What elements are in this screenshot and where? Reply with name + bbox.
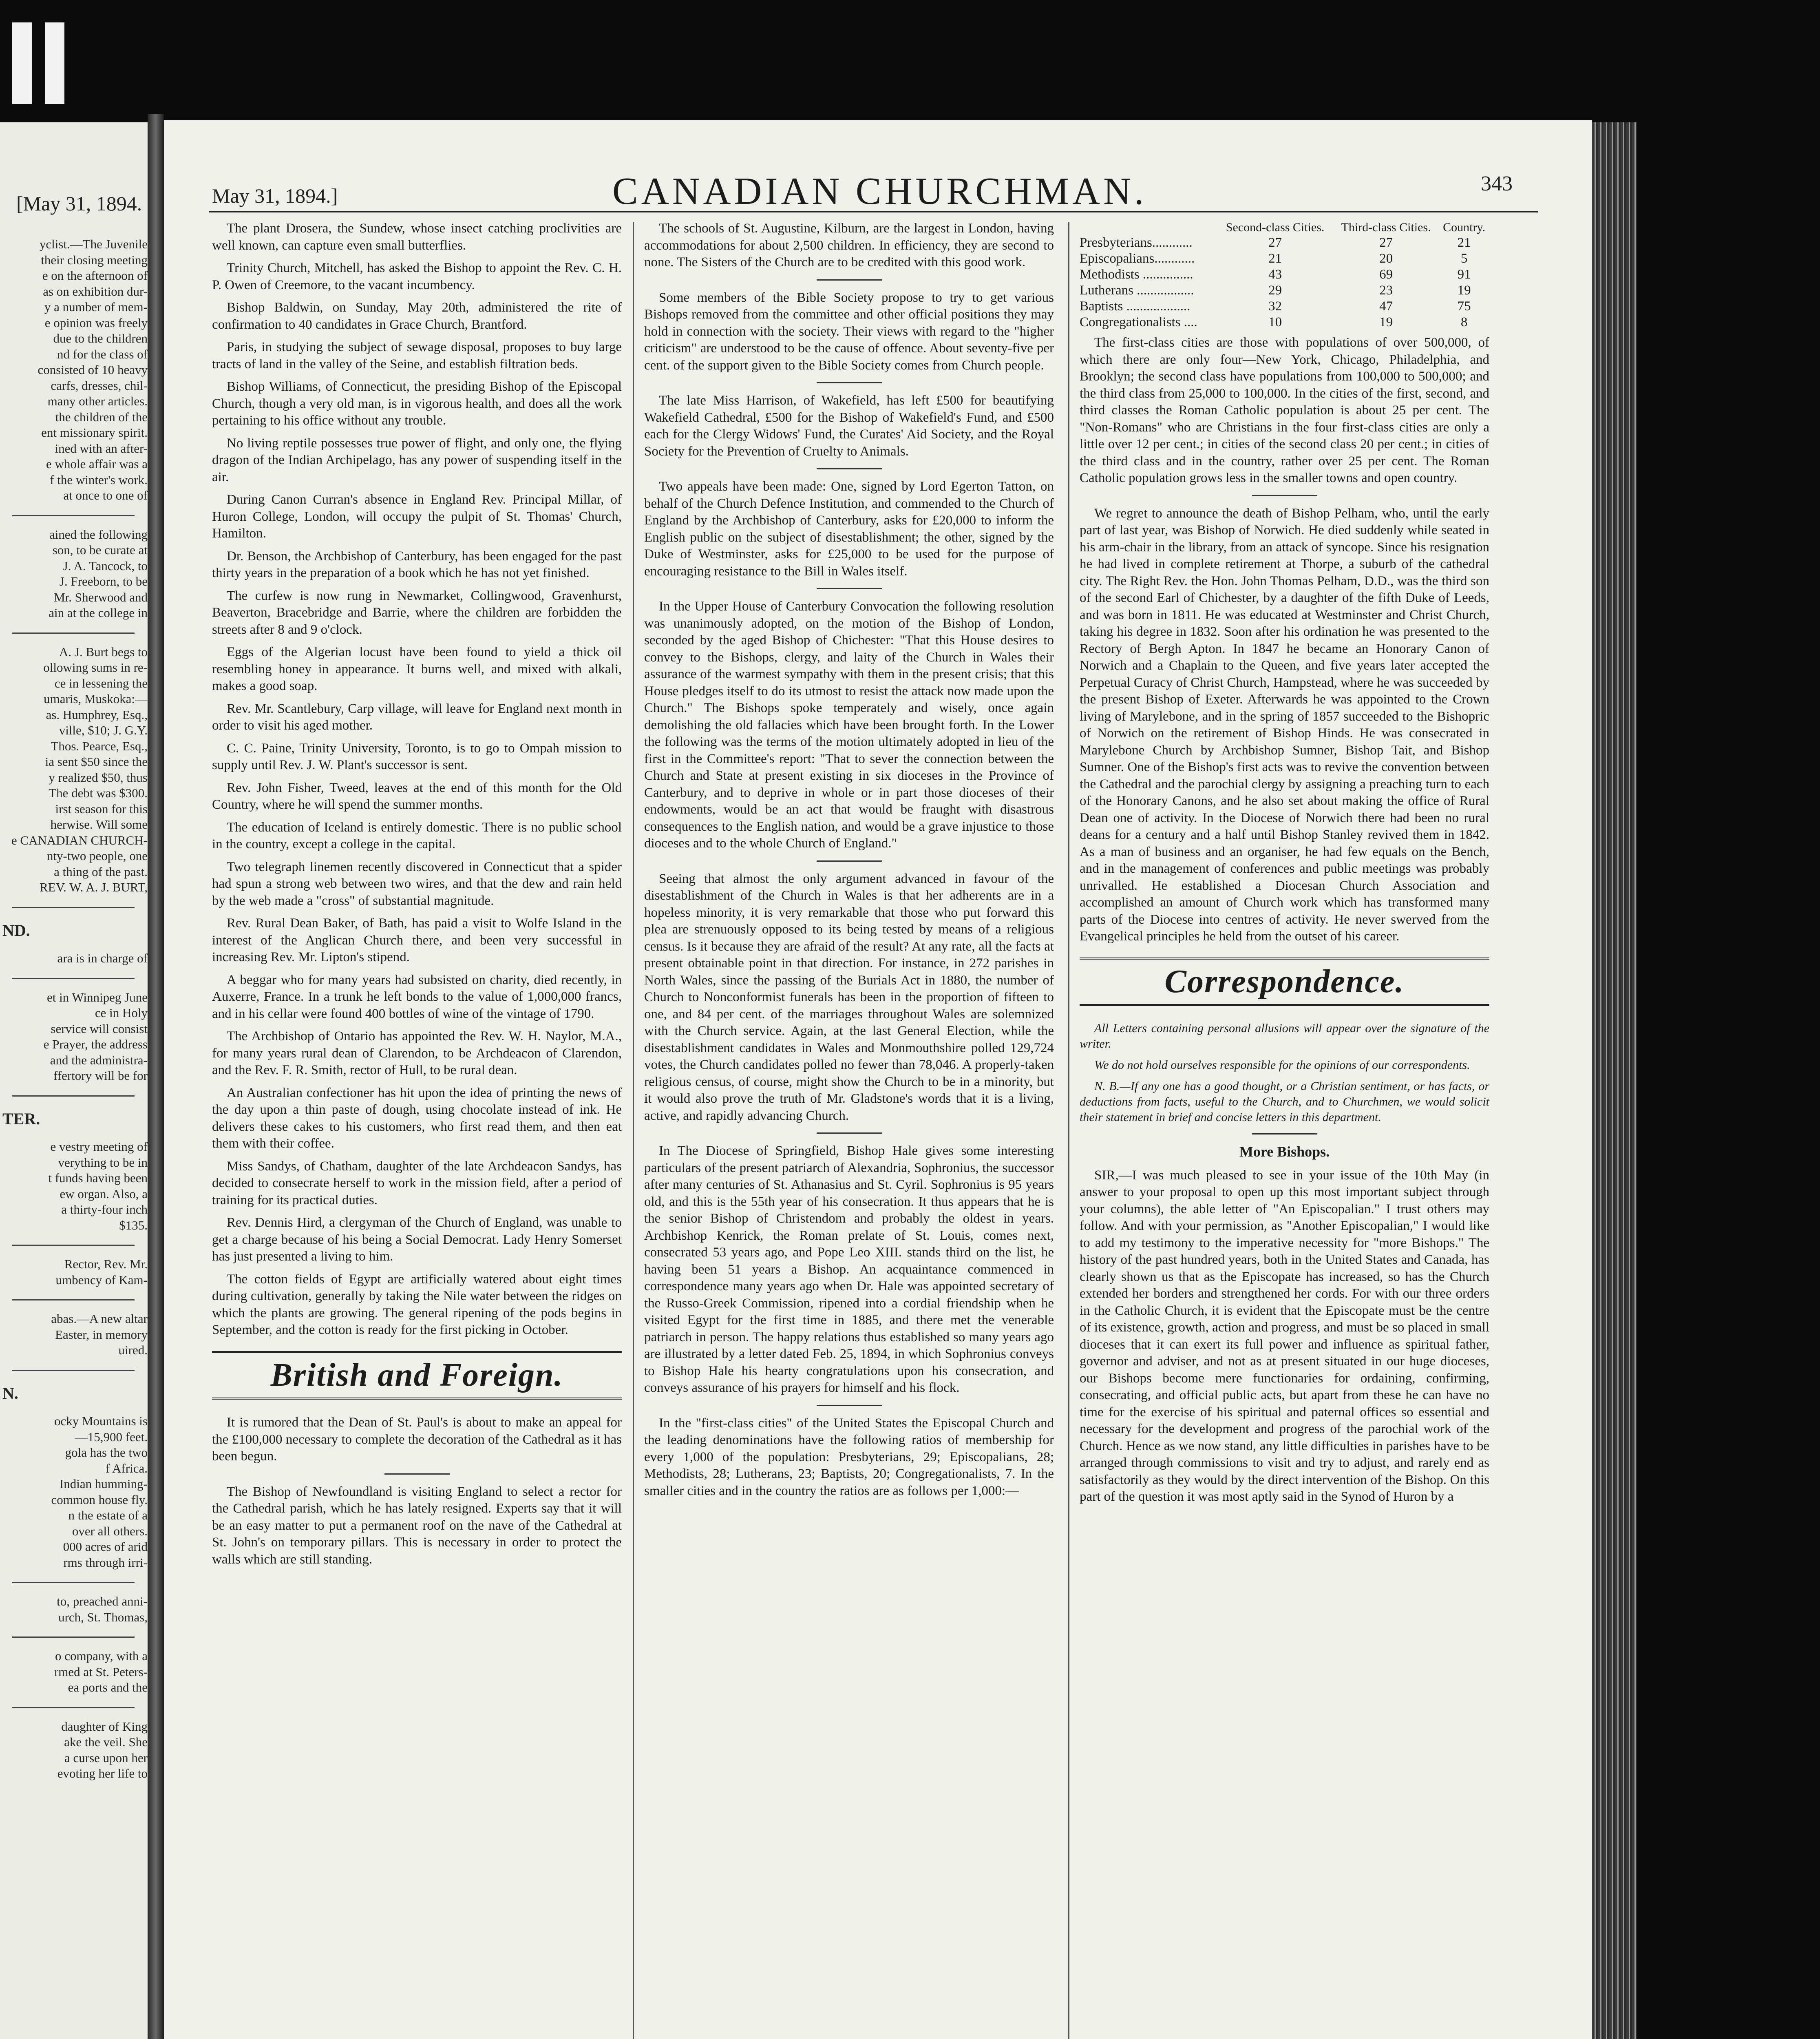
left-text-line: umaris, Muskoka:— — [44, 692, 148, 706]
left-text-line: Indian humming- — [59, 1477, 148, 1491]
film-marker-top-1 — [12, 22, 32, 104]
ratio-cell: 21 — [1457, 235, 1471, 250]
ratio-cell: 43 — [1268, 267, 1282, 282]
left-heading: N. — [2, 1384, 18, 1402]
article-paragraph: Some members of the Bible Society propose to try to get various Bishops removed from the committee and other official positions they may hold in connection with the society. Their views with regard to the "higher criticism" are understood to be the cause of offence. About seventy-five per cent. of the support given to the Bible Society comes from Church people. — [644, 290, 1054, 373]
column-1 — [212, 220, 622, 1574]
left-text-line: f Africa. — [105, 1461, 148, 1475]
left-text-line: f the winter's work. — [50, 472, 148, 487]
section-heading-british-foreign: British and Foreign. — [212, 1351, 622, 1400]
table-header-cell: Third-class Cities. — [1341, 221, 1431, 234]
left-text-line: y realized $50, thus — [49, 770, 148, 785]
column-divider — [1068, 222, 1069, 2039]
news-item: Miss Sandys, of Chatham, daughter of the late Archdeacon Sandys, has decided to consecrate herself to work in the mission field, after a period of training for its practical duties. — [212, 1159, 622, 1207]
left-text-line: their closing meeting — [41, 252, 148, 267]
section-heading-correspondence: Correspondence. — [1080, 958, 1489, 1006]
divider — [12, 1637, 135, 1638]
header-date: May 31, 1894.] — [212, 184, 338, 207]
divider — [12, 1707, 135, 1708]
left-text-line: ent missionary spirit. — [41, 425, 148, 440]
divider — [12, 515, 135, 516]
news-item: No living reptile possesses true power of flight, and only one, the flying dragon of the Indian Archipelago, has any power of suspending itself in the air. — [212, 436, 622, 484]
left-text-line: daughter of King — [61, 1719, 148, 1734]
left-text-line: Thos. Pearce, Esq., — [51, 739, 148, 753]
divider — [12, 632, 135, 634]
left-text-line: o company, with a — [55, 1649, 148, 1663]
table-row — [1080, 235, 1489, 251]
left-heading: ND. — [2, 921, 30, 940]
left-text-line: ea ports and the — [68, 1680, 148, 1694]
left-text-line: as on exhibition dur- — [43, 284, 148, 299]
left-text-line: gola has the two — [65, 1445, 148, 1460]
article-paragraph: The late Miss Harrison, of Wakefield, has left £500 for beautifying Wakefield Cathedral, £500 for the Bishop of Wakefield's Fund, and £500 each for the Clergy Widows' Fund, the Curates' Aid Society, and the Royal Society for the Prevention of Cruelty to Animals. — [644, 393, 1054, 459]
table-row — [1080, 283, 1489, 299]
left-text-line: y a number of mem- — [44, 300, 148, 314]
left-text-line: many other articles. — [47, 394, 148, 408]
article-paragraph: In The Diocese of Springfield, Bishop Hale gives some interesting particulars of the present patriarch of Alexandria, Sophronius, the successor after many centuries of St. Athanasius and St. Cyril. Sophronius is 95 years old, and this is the 55th year of his consecration. It thus appears that he is the senior Bishop of Christendom and probably the oldest in years. Archbishop Kenrick, the Roman prelate of St. Louis, comes next, consecrated 53 years ago, and Pope Leo XIII. stands third on the list, he having been 51 years a Bishop. An acquaintance commenced in correspondence many years ago when Dr. Hale was appointed secretary of the Russo-Greek Commission, ripened into a cordial friendship when he visited Egypt for the first time in 1885, and there met the venerable patriarch in person. The happy relations thus established so many years ago are illustrated by a letter dated Feb. 25, 1894, in which Sophronius conveys to Bishop Hale his hearty congratulations upon his consecration, and conveys assurance of his prayers for himself and his flock. — [644, 1143, 1054, 1395]
left-text-line: Easter, in memory — [55, 1327, 148, 1342]
news-item: The cotton fields of Egypt are artificially watered about eight times during cultivation, generally by taking the Nile water between the ridges on which the plants are growing. The general ripening of the pods begins in September, and the cotton is ready for the first picking in October. — [212, 1272, 622, 1337]
news-item: Dr. Benson, the Archbishop of Canterbury, has been engaged for the past thirty years in the preparation of a book which he has not yet finished. — [212, 548, 622, 580]
editorial-notice: All Letters containing personal allusions will appear over the signature of the writer. — [1080, 1022, 1489, 1050]
ratio-cell: 8 — [1460, 315, 1468, 330]
left-text-line: ollowing sums in re- — [43, 660, 148, 675]
column-2 — [644, 220, 1054, 1505]
news-item: An Australian confectioner has hit upon the idea of printing the news of the day upon a thin paste of dough, using chocolate instead of ink. He delivers these cakes to his customers, who first read them, and then eat them with their coffee. — [212, 1085, 622, 1151]
column-divider — [633, 222, 634, 2039]
left-text-line: over all others. — [72, 1524, 148, 1538]
left-text-line: yclist.—The Juvenile — [39, 237, 148, 251]
separator — [1252, 495, 1317, 496]
left-text-line: —15,900 feet. — [75, 1429, 148, 1444]
left-text-line: nd for the class of — [57, 347, 148, 361]
left-text-line: t funds having been — [48, 1171, 148, 1185]
ratio-cell: 91 — [1457, 267, 1471, 282]
left-text-line: J. Freeborn, to be — [59, 574, 148, 588]
left-text-line: and the administra- — [50, 1053, 148, 1067]
news-item: Trinity Church, Mitchell, has asked the Bishop to appoint the Rev. C. H. P. Owen of Creemore, to the vacant incumbency. — [212, 261, 622, 292]
news-item: The education of Iceland is entirely domestic. There is no public school in the country, except a college in the capital. — [212, 820, 622, 851]
left-text-line: evoting her life to — [57, 1766, 148, 1780]
left-text-line: at once to one of — [63, 488, 148, 502]
left-text-line: the children of the — [55, 409, 148, 424]
separator — [817, 1132, 882, 1134]
ratio-cell: 21 — [1268, 251, 1282, 266]
ratio-cell: 27 — [1268, 235, 1282, 250]
denomination-cell: Baptists ................... — [1080, 299, 1191, 314]
divider — [12, 1370, 135, 1371]
ratio-cell: 5 — [1460, 251, 1468, 266]
ratio-cell: 27 — [1379, 235, 1393, 250]
news-item: Bishop Baldwin, on Sunday, May 20th, administered the rite of confirmation to 40 candidates in Grace Church, Brantford. — [212, 300, 622, 332]
left-text-line: ce in lessening the — [54, 676, 148, 690]
left-text-line: common house fly. — [51, 1492, 148, 1507]
left-text-line: to, preached anni- — [57, 1594, 148, 1608]
left-text-line: uired. — [118, 1343, 148, 1357]
left-text-line: consisted of 10 heavy — [38, 363, 148, 377]
left-text-line: J. A. Tancock, to — [63, 558, 148, 573]
left-text-line: ew organ. Also, a — [60, 1186, 148, 1201]
table-row — [1080, 299, 1489, 314]
news-item: A beggar who for many years had subsisted on charity, died recently, in Auxerre, France. In a trunk he left bonds to the value of 1,000,000 francs, and in his cellar were found 400 bottles of wine of the vintage of 1790. — [212, 972, 622, 1021]
table-header-cell: Country. — [1443, 221, 1486, 234]
page-stack-edge — [1592, 122, 1637, 2039]
newspaper-page — [164, 120, 1592, 2039]
left-text-line: urch, St. Thomas, — [58, 1610, 148, 1624]
ratio-cell: 19 — [1457, 283, 1471, 298]
table-header-cell: Second-class Cities. — [1226, 221, 1325, 234]
left-text-line: a curse upon her — [64, 1750, 148, 1765]
news-item: Rev. Mr. Scantlebury, Carp village, will leave for England next month in order to visit his aged mother. — [212, 701, 622, 733]
denomination-cell: Lutherans ................. — [1080, 283, 1194, 298]
left-text-line: a thirty-four inch — [61, 1202, 148, 1216]
left-text-line: e opinion was freely — [44, 315, 148, 330]
separator — [1252, 1133, 1317, 1134]
left-text-line: ce in Holy — [95, 1006, 148, 1020]
left-heading: TER. — [2, 1109, 40, 1128]
page-number: 343 — [1481, 172, 1513, 195]
news-item: Rev. John Fisher, Tweed, leaves at the end of this month for the Old Country, where he will spend the summer months. — [212, 780, 622, 812]
left-text-line: e vestry meeting of — [50, 1139, 148, 1154]
denomination-cell: Presbyterians............ — [1080, 235, 1193, 250]
news-item: Paris, in studying the subject of sewage disposal, proposes to buy large tracts of land in the valley of the Seine, and establish filtration beds. — [212, 340, 622, 372]
ratio-cell: 29 — [1268, 283, 1282, 298]
news-item: The Archbishop of Ontario has appointed the Rev. W. H. Naylor, M.A., for many years rural dean of Clarendon, to be Archdeacon of Clarendon, and the Rev. F. R. Smith, rector of Hull, to be rural dean. — [212, 1029, 622, 1077]
left-text-line: ake the veil. She — [64, 1735, 148, 1749]
news-item: The curfew is now rung in Newmarket, Collingwood, Gravenhurst, Beaverton, Bracebridge and Barrie, where the children are forbidden the streets after 8 and 9 o'clock. — [212, 588, 622, 637]
article-paragraph: Two appeals have been made: One, signed by Lord Egerton Tatton, on behalf of the Church Defence Institution, and commended to the Church of England by the Archbishop of Canterbury, asks for £20,000 to inform the English public on the subject of disestablishment; the other, signed by the Duke of Westminster, asks for £25,000 to be used for the purpose of encouraging resistance to the Bill in Wales itself. — [644, 479, 1054, 579]
left-text-line: $135. — [119, 1218, 148, 1232]
ratio-cell: 23 — [1379, 283, 1393, 298]
left-text-line: A. J. Burt begs to — [59, 644, 148, 659]
left-text-line: son, to be curate at — [52, 543, 148, 557]
separator — [817, 468, 882, 469]
left-page-header: [May 31, 1894. — [16, 192, 142, 215]
separator — [817, 279, 882, 281]
left-text-line: umbency of Kam- — [55, 1272, 148, 1287]
left-text-line: ocky Mountains is — [54, 1414, 148, 1428]
article-paragraph: The first-class cities are those with populations of over 500,000, of which there are only four—New York, Chicago, Philadelphia, and Brooklyn; the second class have populations from 100,000 to 500,000; and the third class from 25,000 to 100,000. In the cities of the first, second, and third classes the Roman Catholic population is about 25 per cent. The "Non-Romans" who are Christians in the four first-class cities are only a little over 12 per cent.; in cities of the second class 20 per cent.; in cities of the third class and in the country, rather over 25 per cent. The Roman Catholic population grows less in the smaller towns and open country. — [1080, 335, 1489, 485]
left-text-line: ville, $10; J. G.Y. — [59, 723, 148, 737]
news-item: The plant Drosera, the Sundew, whose insect catching proclivities are well known, can capture even small butterflies. — [212, 221, 622, 253]
ratio-cell: 19 — [1379, 315, 1393, 330]
news-item: During Canon Curran's absence in England Rev. Principal Millar, of Huron College, London, will occupy the pulpit of St. Thomas' Church, Hamilton. — [212, 492, 622, 541]
separator — [817, 1405, 882, 1406]
masthead-title: CANADIAN CHURCHMAN. — [612, 170, 1147, 212]
ratio-cell: 69 — [1379, 267, 1393, 282]
ratio-cell: 47 — [1379, 299, 1393, 314]
divider — [12, 1299, 135, 1300]
denomination-cell: Episcopalians............ — [1080, 251, 1195, 266]
left-text-line: nty-two people, one — [46, 849, 148, 863]
left-text-line: a thing of the past. — [54, 864, 148, 879]
ratio-cell: 10 — [1268, 315, 1282, 330]
film-marker-top-2 — [45, 22, 64, 104]
left-text-line: rms through irri- — [63, 1555, 148, 1570]
separator — [817, 860, 882, 862]
letter-paragraph: SIR,—I was much pleased to see in your issue of the 10th May (in answer to your proposal to open up this most important subject through your columns), the able letter of "An Episcopalian." I trust others may follow. And with your permission, as "Another Episcopalian," I would like to add my testimony to the imperative necessity for "more Bishops." The history of the past hundred years, both in the United States and Canada, has clearly shown us that as the Episcopate has increased, so has the Church extended her borders and strengthened her cords. For with our three orders in the Catholic Church, it is evident that the Episcopate must be the centre of its existence, growth, action and progress, and must be so placed in small dioceses that it can exert its full power and influence as spiritual father, governor and adviser, and not as at present situated in our huge dioceses, our Bishops become mere functionaries for ordaining, confirming, consecrating, and official public acts, but apart from these he can have no time for the exercise of his spiritual and paternal offices so essential and necessary for the development and progress of the parochial work of the Church. Hence as we now stand, any little difficulties in parishes have to be arranged through commissions to visit and try to adjust, and rarely end as satisfactorily as they would by the direct intervention of the Bishop. On this part of the question it was most aptly said in the Synod of Huron by a — [1080, 1168, 1489, 1504]
separator — [384, 1473, 450, 1475]
table-header-cell — [1080, 220, 1217, 235]
column-3 — [1080, 220, 1489, 1511]
left-text-line: ffertory will be for — [53, 1068, 148, 1083]
left-text-line: as. Humphrey, Esq., — [46, 707, 148, 722]
denomination-cell: Congregationalists .... — [1080, 315, 1197, 330]
article-paragraph: We regret to announce the death of Bishop Pelham, who, until the early part of last year, was Bishop of Norwich. He died suddenly while seated in his arm-chair in the library, from an attack of syncope. Since his resignation he had lived in complete retirement at Thorpe, a suburb of the cathedral city. The Right Rev. the Hon. John Thomas Pelham, D.D., was the third son of the second Earl of Chichester, by a daughter of the fifth Duke of Leeds, and was born in 1811. He was educated at Westminster and Christ Church, taking his degree in 1832. Soon after his ordination he was presented to the Rectory of Bergh Apton. In 1847 he became an Honorary Canon of Norwich and a Chaplain to the Queen, and five years later accepted the Perpetual Curacy of Christ Church, Hampstead, where he was succeeded by the present Bishop of Exeter. Afterwards he was appointed to the Crown living of Marylebone, and in the spring of 1857 succeeded to the Bishopric of Norwich on the retirement of Bishop Hinds. He was consecrated in Marylebone Church by Archbishop Sumner, Bishop Tait, and Bishop Sumner. One of the Bishop's first acts was to revive the convention between the Cathedral and the parochial clergy by assigning a preaching turn to each of the Honorary Canons, and he also set about making the office of Rural Dean one of activity. In the Diocese of Norwich there had been no rural deans for a century and a half until Bishop Stanley revived them in 1842. As a man of business and an organiser, he had few equals on the Bench, and in the management of conferences and public meetings was probably unrivalled. He established a Diocesan Church Association and accomplished an amount of Church work which has transformed many parts of the Diocese into centres of activity. He never swerved from the Evangelical principles he held from the outset of his career. — [1080, 506, 1489, 944]
ratio-cell: 75 — [1457, 299, 1471, 314]
table-row — [1080, 267, 1489, 283]
article-paragraph: In the "first-class cities" of the United States the Episcopal Church and the leading denominations have the following ratios of membership for every 1,000 of the population: Presbyterians, 29; Episcopalians, 28; Methodists, 28; Lutherans, 23; Baptists, 20; Congregationalists, 7. In the smaller cities and in the country the ratios are as follows per 1,000:— — [644, 1415, 1054, 1498]
left-text-line: e Prayer, the address — [43, 1037, 148, 1051]
left-text-line: 000 acres of arid — [63, 1539, 148, 1554]
editorial-notice: N. B.—If any one has a good thought, or a Christian sentiment, or has facts, or deductions from facts, useful to the Church, and to Churchmen, we would solicit their statement in brief and concise letters in this department. — [1080, 1079, 1489, 1124]
left-text-line: The debt was $300. — [49, 786, 148, 800]
news-item: C. C. Paine, Trinity University, Toronto, is to go to Ompah mission to supply until Rev. J. W. Plant's successor is sent. — [212, 741, 622, 772]
left-text-line: ain at the college in — [49, 606, 148, 620]
divider — [12, 978, 135, 979]
left-text-line: Rector, Rev. Mr. — [64, 1257, 148, 1271]
left-text-line: e CANADIAN CHURCH- — [11, 833, 148, 847]
news-item: Bishop Williams, of Connecticut, the presiding Bishop of the Episcopal Church, though a very old man, is in vigorous health, and does all the work pertaining to his office without any trouble. — [212, 379, 622, 428]
separator — [817, 382, 882, 383]
letter-heading: More Bishops. — [1239, 1143, 1330, 1160]
left-text-line: REV. W. A. J. BURT, — [40, 880, 148, 894]
ratio-cell: 20 — [1379, 251, 1393, 266]
divider — [12, 1582, 135, 1583]
ratio-cell: 32 — [1268, 299, 1282, 314]
news-item: It is rumored that the Dean of St. Paul's is about to make an appeal for the £100,000 necessary to complete the decoration of the Cathedral as it has been begun. — [212, 1415, 622, 1464]
left-facing-page — [0, 122, 148, 2039]
left-text-line: service will consist — [51, 1021, 148, 1036]
news-item: The Bishop of Newfoundland is visiting England to select a rector for the Cathedral parish, which he has lately resigned. Experts say that it will be an easy matter to put a permanent roof on the nave of the Cathedral at St. John's on temporary pillars. This is necessary in order to protect the walls which are still standing. — [212, 1484, 622, 1567]
left-text-line: rmed at St. Peters- — [54, 1664, 148, 1679]
divider — [12, 1095, 135, 1097]
article-paragraph: Seeing that almost the only argument advanced in favour of the disestablishment of the Church in Wales is that her adherents are in a hopeless minority, it is very remarkable that those who put forward this plea are strenuously opposed to its being tested by means of a religious census. Is it because they are afraid of the result? At any rate, all the facts at present obtainable point in that direction. For instance, in 272 parishes in North Wales, since the passing of the Burials Act in 1880, the number of Church to Nonconformist funerals has been in the proportion of fifteen to one, and 84 per cent. of the marriages throughout Wales are solemnized with the Church service. Again, at the last General Election, while the disestablishment candidates in Wales and Monmouthshire polled 129,724 votes, the Church candidates polled no fewer than 78,046. A properly-taken religious census, of course, might show the Church to be in a minority, but it would also prove the truth of Mr. Gladstone's words that it is a living, active, and rapidly advancing Church. — [644, 871, 1054, 1123]
news-item: Rev. Rural Dean Baker, of Bath, has paid a visit to Wolfe Island in the interest of the Anglican Church there, and been very successful in increasing Rev. Mr. Lipton's stipend. — [212, 916, 622, 964]
editorial-notice: We do not hold ourselves responsible for the opinions of our correspondents. — [1094, 1058, 1470, 1072]
divider — [12, 907, 135, 908]
table-row — [1080, 251, 1489, 267]
left-text-line: ined with an after- — [55, 441, 148, 456]
table-row — [1080, 314, 1489, 330]
article-paragraph: The schools of St. Augustine, Kilburn, are the largest in London, having accommodations for about 2,500 children. In efficiency, they are second to none. The Sisters of the Church are to be credited with this good work. — [644, 221, 1054, 270]
left-text-line: ara is in charge of — [57, 951, 148, 965]
left-text-line: et in Winnipeg June — [46, 990, 148, 1004]
left-text-line: Mr. Sherwood and — [54, 590, 148, 604]
left-text-line: due to the children — [53, 331, 148, 345]
membership-ratio-table — [1080, 220, 1489, 330]
left-text-line: irst season for this — [55, 801, 148, 816]
article-paragraph: In the Upper House of Canterbury Convocation the following resolution was unanimously adopted, on the motion of the Bishop of London, seconded by the aged Bishop of Chichester: "That this House desires to convey to the Bishops, clergy, and laity of the Church in Wales their assurance of the warmest sympathy with them in the present crisis; that this House pledges itself to do its utmost to resist the attack now made upon the Church." The Bishops spoke temperately and wisely, once again demolishing the old fallacies which have been brought forth. In the Lower the following was the terms of the motion ultimately adopted in lieu of the first in the Committee's report: "That to sever the connection between the Church and State at present existing in six dioceses in the Province of Canterbury, and to deprive in whole or in part those dioceses of their endowments, would be an act that would be fraught with disastrous consequences to the English nation, and would be a grave injustice to those dioceses and to the whole Church of England." — [644, 599, 1054, 851]
left-text-line: n the estate of a — [68, 1508, 148, 1522]
news-item: Eggs of the Algerian locust have been found to yield a thick oil resembling honey in appearance. It burns well, and mixed with alkali, makes a good soap. — [212, 645, 622, 693]
left-text-line: carfs, dresses, chil- — [51, 378, 148, 393]
denomination-cell: Methodists ............... — [1080, 267, 1193, 282]
separator — [817, 588, 882, 589]
left-text-line: herwise. Will some — [50, 817, 148, 832]
book-spine — [148, 114, 164, 2039]
left-text-line: e whole affair was a — [46, 457, 148, 471]
news-item: Rev. Dennis Hird, a clergyman of the Church of England, was unable to get a charge because of his being a Social Democrat. Lady Henry Somerset has just presented a living to him. — [212, 1215, 622, 1264]
left-page-column — [0, 237, 148, 1782]
divider — [12, 1245, 135, 1246]
header-rule — [209, 211, 1538, 212]
page-header — [164, 169, 1592, 210]
left-text-line: e on the afternoon of — [42, 268, 148, 283]
left-text-line: verything to be in — [58, 1155, 148, 1170]
left-text-line: abas.—A new altar — [51, 1311, 148, 1326]
left-text-line: ained the following — [49, 527, 148, 542]
left-text-line: ia sent $50 since the — [45, 754, 148, 769]
news-item: Two telegraph linemen recently discovered in Connecticut that a spider had spun a strong web between two wires, and that the dew and rain held by the web made a "cross" of substantial magnitude. — [212, 859, 622, 908]
